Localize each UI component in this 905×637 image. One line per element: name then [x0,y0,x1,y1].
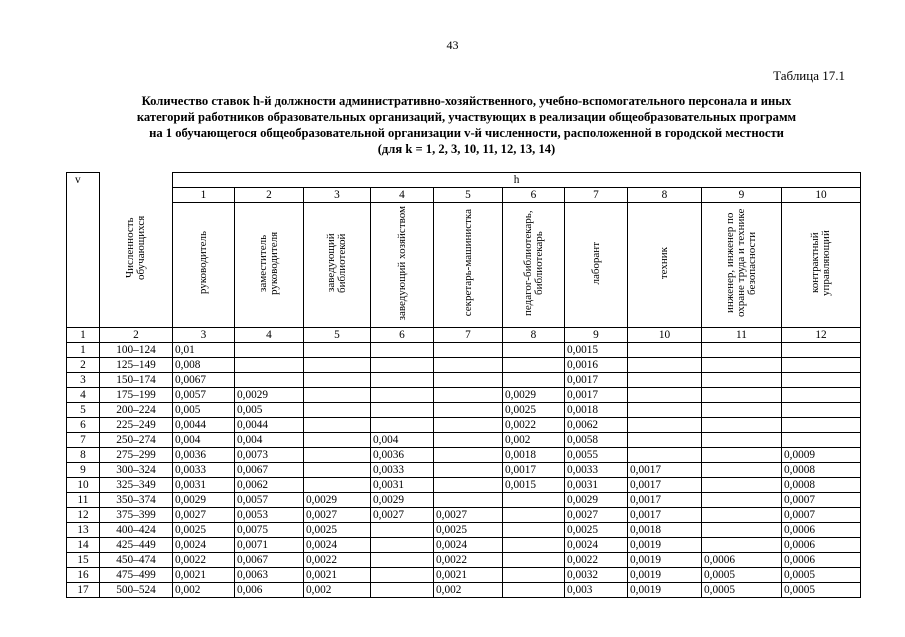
rate-cell [434,433,503,448]
rate-cell [434,388,503,403]
rate-cell [702,403,782,418]
rate-cell [371,358,434,373]
table-row [67,433,861,448]
student-range: 400–424 [100,523,173,538]
rate-cell: 0,0029 [565,493,628,508]
rate-cell: 0,0019 [628,568,702,583]
rate-cell [628,418,702,433]
rate-cell [782,403,861,418]
rate-cell: 0,005 [235,403,304,418]
staffing-table [66,172,861,598]
rate-cell: 0,0022 [565,553,628,568]
rate-cell: 0,0025 [173,523,235,538]
rate-cell: 0,0019 [628,583,702,598]
row-index: 11 [67,493,100,508]
row-index: 16 [67,568,100,583]
row-index: 17 [67,583,100,598]
rate-cell: 0,004 [371,433,434,448]
rate-cell: 0,0032 [565,568,628,583]
rate-cell [503,493,565,508]
rate-cell: 0,0025 [434,523,503,538]
rate-cell: 0,0024 [173,538,235,553]
rate-cell [304,463,371,478]
rate-cell: 0,0031 [371,478,434,493]
row-index: 1 [67,343,100,358]
rate-cell: 0,0057 [235,493,304,508]
column-number: 6 [371,328,434,343]
rate-cell [434,448,503,463]
rate-cell: 0,0021 [304,568,371,583]
rate-cell: 0,0029 [235,388,304,403]
table-row [67,448,861,463]
rate-cell [304,373,371,388]
table-row [67,538,861,553]
rate-cell [628,358,702,373]
rate-cell: 0,0073 [235,448,304,463]
page-number: 43 [446,38,459,52]
rate-cell: 0,0024 [434,538,503,553]
rate-cell: 0,0057 [173,388,235,403]
position-header [235,203,304,328]
row-index: 12 [67,508,100,523]
student-range: 200–224 [100,403,173,418]
rate-cell: 0,0022 [173,553,235,568]
rate-cell: 0,0019 [628,538,702,553]
rate-cell [371,373,434,388]
position-header [565,203,628,328]
h-number: 4 [371,188,434,203]
rate-cell: 0,0017 [628,463,702,478]
rate-cell: 0,0067 [235,463,304,478]
rate-cell: 0,0027 [371,508,434,523]
h-number: 8 [628,188,702,203]
student-range: 300–324 [100,463,173,478]
rate-cell: 0,0018 [628,523,702,538]
rate-cell [434,343,503,358]
column-number: 11 [702,328,782,343]
rate-cell [702,418,782,433]
rate-cell [782,433,861,448]
student-range: 500–524 [100,583,173,598]
rate-cell: 0,0015 [565,343,628,358]
position-header [702,203,782,328]
rate-cell: 0,0029 [173,493,235,508]
rate-cell: 0,0062 [565,418,628,433]
row-index: 6 [67,418,100,433]
rate-cell: 0,0005 [782,583,861,598]
rate-cell [702,478,782,493]
position-header [371,203,434,328]
rate-cell [304,433,371,448]
rate-cell [702,508,782,523]
row-index: 13 [67,523,100,538]
rate-cell: 0,008 [173,358,235,373]
position-label: заведующий хозяйством [395,205,408,321]
h-number: 1 [173,188,235,203]
rate-cell [503,553,565,568]
student-range: 350–374 [100,493,173,508]
rate-cell: 0,0017 [565,373,628,388]
h-number: 6 [503,188,565,203]
position-label: техник [658,246,670,280]
rate-cell: 0,0063 [235,568,304,583]
h-number: 10 [782,188,861,203]
rate-cell [434,403,503,418]
rate-cell: 0,0022 [304,553,371,568]
student-range: 225–249 [100,418,173,433]
column-number: 4 [235,328,304,343]
rate-cell [371,583,434,598]
rate-cell [702,358,782,373]
rate-cell: 0,0017 [628,493,702,508]
row-index: 7 [67,433,100,448]
position-label: лаборант [589,241,602,285]
row-index: 15 [67,553,100,568]
rate-cell: 0,0016 [565,358,628,373]
rate-cell [628,403,702,418]
rate-cell: 0,0027 [173,508,235,523]
rate-cell: 0,0025 [503,403,565,418]
rate-cell: 0,0005 [782,568,861,583]
rate-cell [702,538,782,553]
student-range: 275–299 [100,448,173,463]
rate-cell [628,388,702,403]
caption-line: на 1 обучающегося общеобразовательной организации v-й численности, расположенной в городской местности [149,126,784,140]
rate-cell: 0,005 [173,403,235,418]
rate-cell [304,403,371,418]
rate-cell: 0,004 [235,433,304,448]
position-header [628,203,702,328]
student-range: 175–199 [100,388,173,403]
rate-cell [304,343,371,358]
rate-cell: 0,0033 [371,463,434,478]
position-header [173,203,235,328]
table-row [67,568,861,583]
rate-cell [782,373,861,388]
position-label: секретарь-машинистка [461,209,474,317]
rate-cell: 0,0005 [702,568,782,583]
table-row [67,463,861,478]
rate-cell: 0,003 [565,583,628,598]
h-header: h [173,173,861,188]
rate-cell: 0,0006 [702,553,782,568]
rate-cell [503,358,565,373]
rate-cell [434,358,503,373]
position-label: контрактный управляющий [809,230,833,296]
position-label: заместитель руководителя [257,231,280,295]
rate-cell [371,388,434,403]
position-label: педагог-библиотекарь, библиотекарь [521,210,545,316]
h-number: 7 [565,188,628,203]
table-row [67,508,861,523]
rate-cell: 0,0024 [565,538,628,553]
rate-cell [304,358,371,373]
caption-line: Количество ставок h-й должности административно-хозяйственного, учебно-вспомогательного персонала и иных [141,94,792,108]
rate-cell: 0,0018 [565,403,628,418]
rate-cell [702,448,782,463]
rate-cell: 0,0053 [235,508,304,523]
rate-cell [503,523,565,538]
rate-cell [628,433,702,448]
rate-cell: 0,0017 [628,508,702,523]
rate-cell: 0,0031 [565,478,628,493]
rate-cell [702,493,782,508]
rate-cell [304,478,371,493]
rate-cell: 0,0075 [235,523,304,538]
rate-cell [371,538,434,553]
student-range: 125–149 [100,358,173,373]
column-number: 8 [503,328,565,343]
table-row [67,553,861,568]
rate-cell [434,478,503,493]
rate-cell: 0,0007 [782,508,861,523]
rate-cell [371,553,434,568]
table-caption [80,93,853,157]
table-row [67,523,861,538]
rate-cell: 0,0044 [173,418,235,433]
students-header-label: Численность обучающихся [124,215,147,280]
rate-cell: 0,0007 [782,493,861,508]
rate-cell [235,343,304,358]
column-number: 9 [565,328,628,343]
rate-cell [503,508,565,523]
rate-cell: 0,0022 [434,553,503,568]
column-number: 2 [100,328,173,343]
rate-cell: 0,002 [304,583,371,598]
student-range: 250–274 [100,433,173,448]
student-range: 150–174 [100,373,173,388]
rate-cell [702,388,782,403]
rate-cell: 0,0027 [434,508,503,523]
row-index: 5 [67,403,100,418]
rate-cell [628,373,702,388]
rate-cell [782,343,861,358]
student-range: 100–124 [100,343,173,358]
row-index: 9 [67,463,100,478]
row-index: 14 [67,538,100,553]
rate-cell [503,583,565,598]
row-index: 3 [67,373,100,388]
rate-cell: 0,0027 [565,508,628,523]
rate-cell: 0,0044 [235,418,304,433]
table-row [67,358,861,373]
position-label: руководитель [197,231,209,295]
rate-cell: 0,0071 [235,538,304,553]
column-number: 10 [628,328,702,343]
rate-cell [434,463,503,478]
rate-cell: 0,0029 [503,388,565,403]
rate-cell [235,358,304,373]
rate-cell: 0,006 [235,583,304,598]
table-row [67,493,861,508]
table-row [67,583,861,598]
rate-cell: 0,002 [173,583,235,598]
h-number: 9 [702,188,782,203]
rate-cell [434,373,503,388]
rate-cell [702,433,782,448]
rate-cell: 0,0008 [782,478,861,493]
rate-cell: 0,0024 [304,538,371,553]
rate-cell: 0,0009 [782,448,861,463]
rate-cell [304,448,371,463]
position-label: заведующий библиотекой [325,233,348,293]
rate-cell [304,418,371,433]
rate-cell [782,358,861,373]
rate-cell [503,538,565,553]
rate-cell: 0,0006 [782,553,861,568]
rate-cell [628,343,702,358]
caption-line: (для k = 1, 2, 3, 10, 11, 12, 13, 14) [377,142,556,156]
rate-cell: 0,0029 [371,493,434,508]
student-range: 450–474 [100,553,173,568]
row-index: 10 [67,478,100,493]
rate-cell: 0,0025 [565,523,628,538]
column-number: 3 [173,328,235,343]
column-number: 5 [304,328,371,343]
table-row [67,388,861,403]
rate-cell: 0,0017 [565,388,628,403]
rate-cell: 0,0021 [173,568,235,583]
column-number: 12 [782,328,861,343]
position-header [503,203,565,328]
rate-cell: 0,0067 [173,373,235,388]
rate-cell [702,343,782,358]
table-row [67,418,861,433]
rate-cell [371,523,434,538]
rate-cell: 0,0055 [565,448,628,463]
table-row [67,343,861,358]
column-number: 7 [434,328,503,343]
table-row [67,478,861,493]
rate-cell: 0,0062 [235,478,304,493]
position-label: инженер, инженер по охране труда и технике безопасности [724,208,758,318]
rate-cell: 0,0021 [434,568,503,583]
h-number: 3 [304,188,371,203]
rate-cell [434,418,503,433]
h-number: 2 [235,188,304,203]
rate-cell: 0,0019 [628,553,702,568]
rate-cell: 0,01 [173,343,235,358]
rate-cell: 0,0031 [173,478,235,493]
rate-cell: 0,002 [434,583,503,598]
rate-cell: 0,0025 [304,523,371,538]
rate-cell: 0,0015 [503,478,565,493]
rate-cell [371,568,434,583]
position-header [304,203,371,328]
row-index: 8 [67,448,100,463]
column-number: 1 [67,328,100,343]
rate-cell [702,463,782,478]
row-index: 2 [67,358,100,373]
rate-cell [702,523,782,538]
rate-cell [434,493,503,508]
rate-cell: 0,0027 [304,508,371,523]
row-index: 4 [67,388,100,403]
rate-cell [371,343,434,358]
rate-cell [503,343,565,358]
rate-cell: 0,0008 [782,463,861,478]
rate-cell: 0,0018 [503,448,565,463]
rate-cell [702,373,782,388]
student-range: 325–349 [100,478,173,493]
table-row [67,403,861,418]
rate-cell [782,388,861,403]
table-row [67,373,861,388]
rate-cell: 0,002 [503,433,565,448]
rate-cell: 0,004 [173,433,235,448]
position-header [434,203,503,328]
rate-cell: 0,0022 [503,418,565,433]
student-range: 425–449 [100,538,173,553]
rate-cell: 0,0017 [628,478,702,493]
rate-cell [503,373,565,388]
rate-cell [304,388,371,403]
rate-cell: 0,0033 [173,463,235,478]
student-range: 375–399 [100,508,173,523]
caption-line: категорий работников образовательных организаций, участвующих в реализации общеобразовательных программ [136,110,797,124]
rate-cell: 0,0058 [565,433,628,448]
student-range: 475–499 [100,568,173,583]
rate-cell: 0,0006 [782,523,861,538]
rate-cell [782,418,861,433]
h-number: 5 [434,188,503,203]
students-header [100,173,173,328]
rate-cell: 0,0029 [304,493,371,508]
position-header [782,203,861,328]
rate-cell: 0,0005 [702,583,782,598]
table-label: Таблица 17.1 [773,68,845,83]
v-header: v [67,173,100,328]
rate-cell: 0,0017 [503,463,565,478]
rate-cell: 0,0067 [235,553,304,568]
rate-cell: 0,0006 [782,538,861,553]
rate-cell: 0,0036 [371,448,434,463]
rate-cell [235,373,304,388]
rate-cell [503,568,565,583]
rate-cell: 0,0033 [565,463,628,478]
rate-cell [628,448,702,463]
rate-cell [371,418,434,433]
rate-cell: 0,0036 [173,448,235,463]
rate-cell [371,403,434,418]
